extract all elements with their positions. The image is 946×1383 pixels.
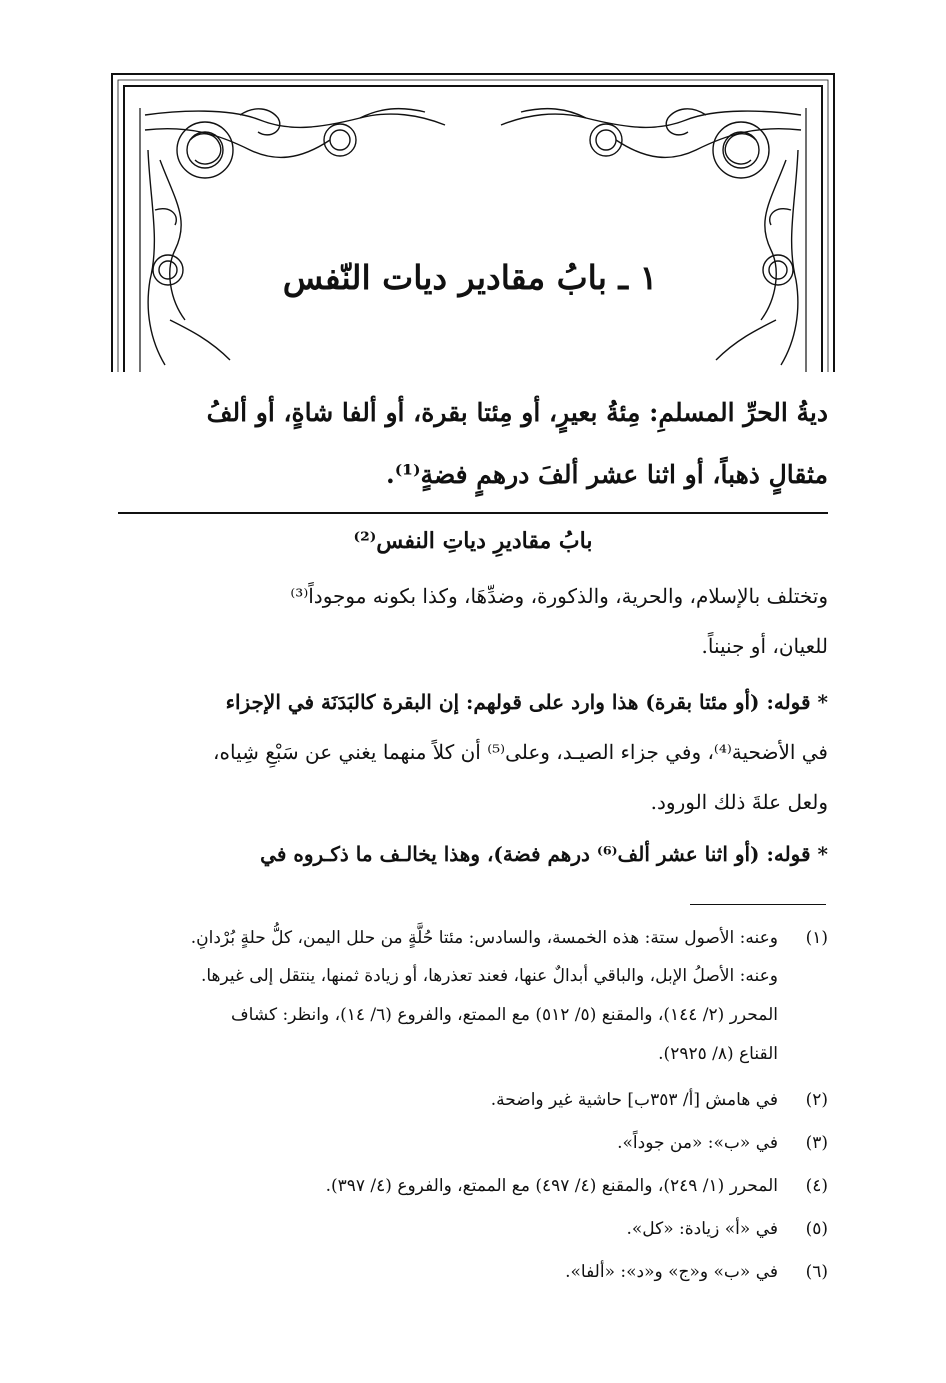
commentary-line-5: ولعل علةَ ذلك الورود.	[650, 790, 828, 814]
footnote-number: (٦)	[805, 1262, 828, 1282]
main-text-line-1: ديةُ الحرِّ المسلمِ: مِئةُ بعيرٍ، أو مِئتا بقرة، أو ألفا شاةٍ، أو ألفُ	[206, 398, 828, 427]
footnote-number: (٤)	[805, 1176, 828, 1196]
main-text-line-2: مثقالٍ ذهباً، أو اثنا عشر ألفَ درهمٍ فضةٍ⁽¹⁾.	[386, 460, 828, 489]
left-corner-ornament	[145, 109, 445, 365]
footnote-text: وعنه: الأصلُ الإبل، والباقي أبدالٌ عنها، فعند تعذرها، أو زيادة ثمنها، ينتقل إلى غيرها.	[200, 966, 778, 986]
footnote-text: في هامش [أ/ ٣٥٣ب] حاشية غير واضحة.	[490, 1090, 778, 1110]
footnote-text: المحرر (٢/ ١٤٤)، والمقنع (٥/ ٥١٢) مع الممتع، والفروع (٦/ ١٤)، وانظر: كشاف	[231, 1005, 778, 1025]
footnote-number: (٣)	[805, 1133, 828, 1153]
commentary-line-2: للعيان، أو جنيناً.	[701, 634, 828, 658]
commentary-subheading: بابُ مقاديرِ دياتِ النفس⁽²⁾	[353, 528, 593, 554]
footnote-divider	[690, 904, 826, 905]
ornamental-frame	[0, 0, 946, 400]
chapter-title: ١ ـ بابُ مقادير ديات النّفس	[282, 258, 658, 297]
footnote-text: المحرر (١/ ٢٤٩)، والمقنع (٤/ ٤٩٧) مع الممتع، والفروع (٤/ ٣٩٧).	[325, 1176, 778, 1196]
commentary-line-1: وتختلف بالإسلام، والحرية، والذكورة، وضدِّهَا، وكذا بكونه موجوداً⁽³⁾	[290, 584, 828, 608]
footnote-text: في «ب» و«ج» و«د»: «ألفا».	[565, 1262, 778, 1282]
commentary-line-3: * قوله: (أو مئتا بقرة) هذا وارد على قولهم: إن البقرة كالبَدَنَة في الإجزاء	[225, 690, 828, 714]
right-corner-ornament	[501, 109, 801, 365]
section-divider	[118, 512, 828, 514]
footnote-text: في «أ» زيادة: «كل».	[626, 1219, 778, 1239]
footnote-number: (٢)	[805, 1090, 828, 1110]
footnote-text: وعنه: الأصول ستة: هذه الخمسة، والسادس: مئتا حُلَّةٍ من حلل اليمن، كلُّ حلةٍ بُرْدانِ.	[190, 928, 778, 948]
footnote-text: القناع (٨/ ٢٩٢٥).	[658, 1044, 778, 1064]
commentary-line-6: * قوله: (أو اثنا عشر ألف⁽⁶⁾ درهم فضة)، وهذا يخالـف ما ذكـروه في	[260, 842, 828, 866]
commentary-line-4: في الأضحية⁽⁴⁾، وفي جزاء الصيـد، وعلى⁽⁵⁾ أن كلاً منهما يغني عن سَبْعِ شِياه،	[213, 740, 828, 764]
footnote-number: (٥)	[805, 1219, 828, 1239]
footnote-text: في «ب»: «من جوداً».	[617, 1133, 778, 1153]
footnote-number: (١)	[805, 928, 828, 948]
